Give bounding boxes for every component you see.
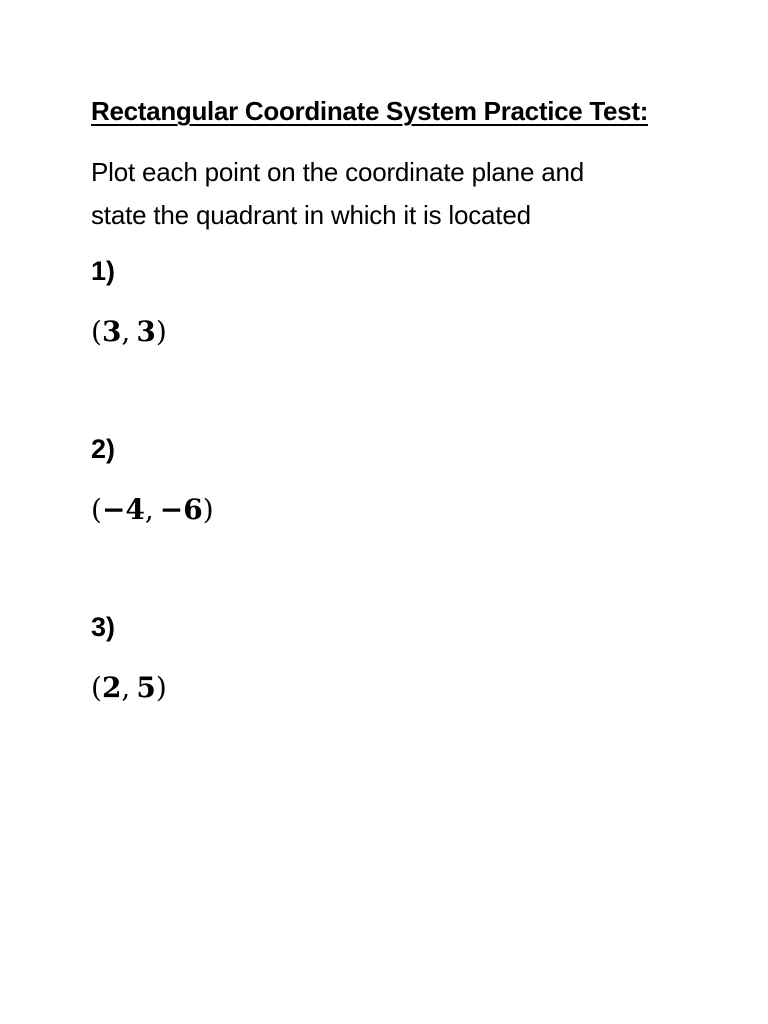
close-paren: ) <box>202 493 214 526</box>
instruction-line-2: state the quadrant in which it is located <box>91 200 531 230</box>
comma: , <box>121 671 131 704</box>
x-coordinate: 2 <box>101 671 122 704</box>
problem-1-point <box>91 315 167 348</box>
open-paren: ( <box>91 493 102 526</box>
problem-1-number: 1) <box>91 256 116 286</box>
problem-2-number: 2) <box>91 434 116 464</box>
instruction-line-1: Plot each point on the coordinate plane and <box>91 157 585 187</box>
comma: , <box>121 315 131 348</box>
open-paren: ( <box>91 315 102 348</box>
problem-2-point <box>91 493 214 526</box>
y-coordinate: 5 <box>136 671 156 704</box>
x-coordinate: −4 <box>101 493 145 526</box>
instructions <box>91 151 711 237</box>
x-coordinate: 3 <box>101 315 122 348</box>
open-paren: ( <box>91 671 102 704</box>
y-coordinate: 3 <box>136 315 156 348</box>
close-paren: ) <box>155 671 167 704</box>
problem-3-number: 3) <box>91 612 116 642</box>
close-paren: ) <box>155 315 167 348</box>
problem-3-point <box>91 671 167 704</box>
y-coordinate: −6 <box>159 493 203 526</box>
comma: , <box>144 493 154 526</box>
page-title: Rectangular Coordinate System Practice Test: <box>91 96 649 126</box>
